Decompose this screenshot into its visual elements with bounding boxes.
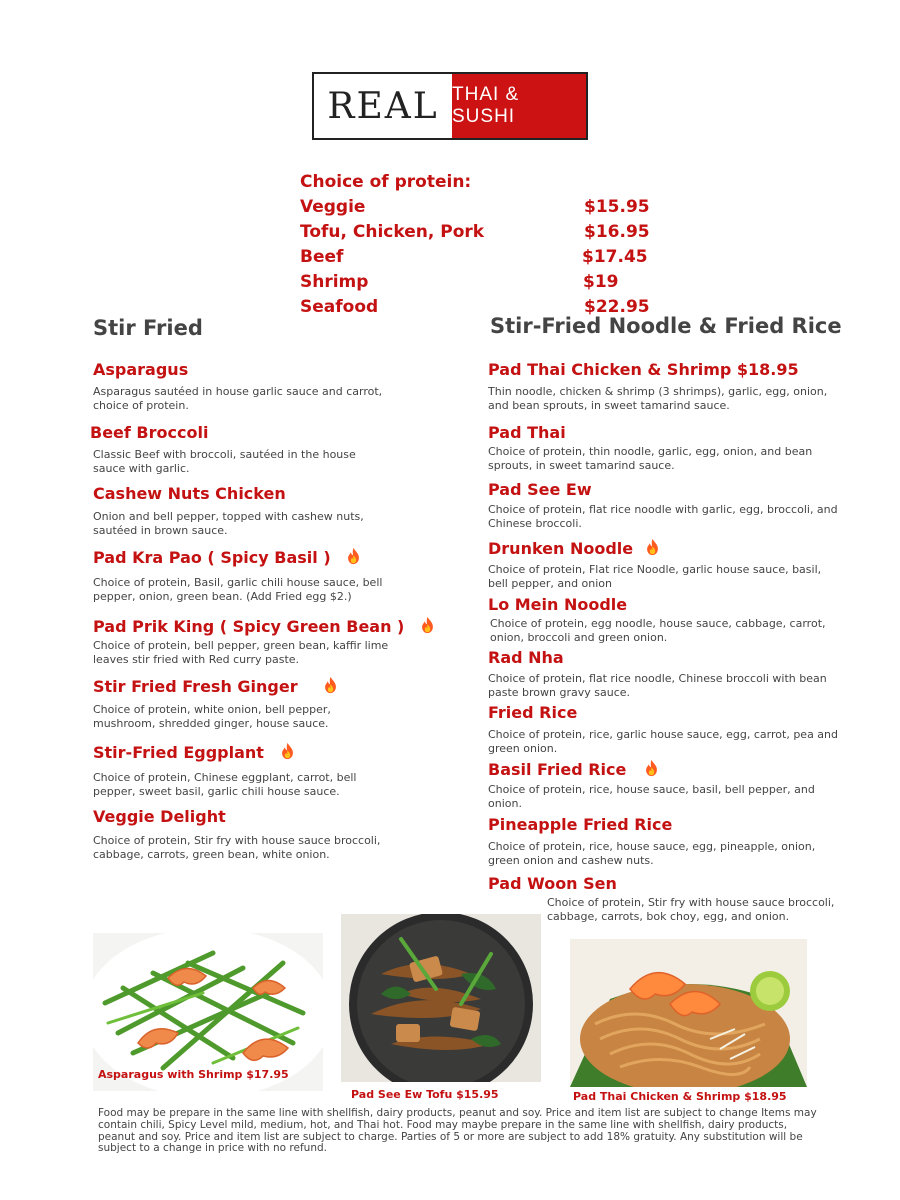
section-title-noodle-rice: Stir-Fried Noodle & Fried Rice [490,314,842,338]
menu-item-desc: Classic Beef with broccoli, sautéed in the house sauce with garlic. [93,448,356,475]
protein-price: $15.95 [584,197,650,217]
menu-item-desc: Choice of protein, Basil, garlic chili house sauce, bell pepper, onion, green bean. (Add Fried egg $2.) [93,576,383,603]
restaurant-logo [312,72,588,140]
flame-icon [644,759,659,777]
menu-item-row [93,742,295,762]
menu-item-desc: Choice of protein, Stir fry with house sauce broccoli, cabbage, carrots, bok choy, egg, and onion. [547,896,835,923]
photo-caption: Pad Thai Chicken & Shrimp $18.95 [573,1090,787,1103]
menu-item-name: Basil Fried Rice [488,760,627,779]
protein-price: $19 [583,272,619,292]
menu-item-desc: Choice of protein, Flat rice Noodle, garlic house sauce, basil, bell pepper, and onion [488,563,822,590]
menu-item-name: Pad Thai [488,423,566,442]
protein-price: $22.95 [584,297,650,317]
photo-caption: Pad See Ew Tofu $15.95 [351,1088,499,1101]
menu-item-name: Lo Mein Noodle [488,595,628,614]
menu-item-desc: Choice of protein, bell pepper, green bean, kaffir lime leaves stir fried with Red curry paste. [93,639,389,666]
photo-pad-thai [570,939,807,1087]
protein-name: Seafood [300,297,379,317]
menu-item-row [488,759,659,779]
menu-item-name: Asparagus [93,360,189,379]
protein-name: Shrimp [300,272,369,292]
flame-icon [280,742,295,760]
menu-item-name: Pad Prik King ( Spicy Green Bean ) [93,617,405,636]
menu-item-name: Pineapple Fried Rice [488,815,673,834]
section-title-stir-fried: Stir Fried [93,316,203,340]
protein-heading: Choice of protein: [300,172,472,192]
logo-sub: THAI & SUSHI [452,74,586,138]
protein-name: Beef [300,247,344,267]
menu-item-name: Stir Fried Fresh Ginger [93,677,298,696]
protein-name: Tofu, Chicken, Pork [300,222,485,242]
menu-item-row [488,538,660,558]
logo-word: REAL [314,74,452,138]
menu-item-desc: Choice of protein, rice, garlic house sauce, egg, carrot, pea and green onion. [488,728,838,755]
menu-item-name: Veggie Delight [93,807,226,826]
menu-item-desc: Asparagus sautéed in house garlic sauce and carrot, choice of protein. [93,385,383,412]
menu-item-name: Cashew Nuts Chicken [93,484,286,503]
menu-item-desc: Choice of protein, Chinese eggplant, carrot, bell pepper, sweet basil, garlic chili house sauce. [93,771,357,798]
menu-item-name: Beef Broccoli [90,423,209,442]
menu-item-name: Fried Rice [488,703,578,722]
menu-item-desc: Choice of protein, egg noodle, house sauce, cabbage, carrot, onion, broccoli and green onion. [490,617,826,644]
menu-item-desc: Choice of protein, flat rice noodle, Chinese broccoli with bean paste brown gravy sauce. [488,672,827,699]
menu-item-desc: Choice of protein, rice, house sauce, egg, pineapple, onion, green onion and cashew nuts. [488,840,816,867]
menu-item-desc: Thin noodle, chicken & shrimp (3 shrimps), garlic, egg, onion, and bean sprouts, in sweet tamarind sauce. [488,385,828,412]
menu-item-name: Stir-Fried Eggplant [93,743,264,762]
menu-item-name: Pad Kra Pao ( Spicy Basil ) [93,548,331,567]
protein-name: Veggie [300,197,366,217]
flame-icon [323,676,338,694]
photo-caption: Asparagus with Shrimp $17.95 [98,1068,289,1081]
menu-item-name: Pad See Ew [488,480,592,499]
menu-item-name: Pad Thai Chicken & Shrimp $18.95 [488,360,799,379]
photo-pad-see-ew [341,914,541,1082]
flame-icon [346,547,361,565]
flame-icon [420,616,435,634]
menu-item-desc: Choice of protein, rice, house sauce, basil, bell pepper, and onion. [488,783,815,810]
menu-item-desc: Choice of protein, white onion, bell pepper, mushroom, shredded ginger, house sauce. [93,703,331,730]
menu-item-name: Pad Woon Sen [488,874,617,893]
protein-price: $17.45 [582,247,648,267]
menu-item-row [93,547,361,567]
menu-item-desc: Choice of protein, Stir fry with house sauce broccoli, cabbage, carrots, green bean, white onion. [93,834,381,861]
menu-item-desc: Onion and bell pepper, topped with cashew nuts, sautéed in brown sauce. [93,510,364,537]
menu-item-name: Drunken Noodle [488,539,634,558]
menu-item-name: Rad Nha [488,648,564,667]
pad-see-ew-image [341,914,541,1082]
menu-item-row [93,616,435,636]
menu-item-desc: Choice of protein, flat rice noodle with garlic, egg, broccoli, and Chinese broccoli. [488,503,838,530]
flame-icon [645,538,660,556]
footer-disclaimer: Food may be prepare in the same line with shellfish, dairy products, peanut and soy. Price and item list are subject to change Items may contain chili, Spicy Level mild, medium, hot, and Thai hot. Food may maybe prepare in the same line with shellfish, dairy products, peanut and soy. Price and item list are subject to charge. Parties of 5 or more are subject to add 18% gratuity. Any substitution will be subject to a change in price with no refund. [98,1107,817,1155]
pad-thai-image [570,939,807,1087]
protein-price: $16.95 [584,222,650,242]
menu-item-row [93,676,338,696]
menu-item-desc: Choice of protein, thin noodle, garlic, egg, onion, and bean sprouts, in sweet tamarind sauce. [488,445,813,472]
